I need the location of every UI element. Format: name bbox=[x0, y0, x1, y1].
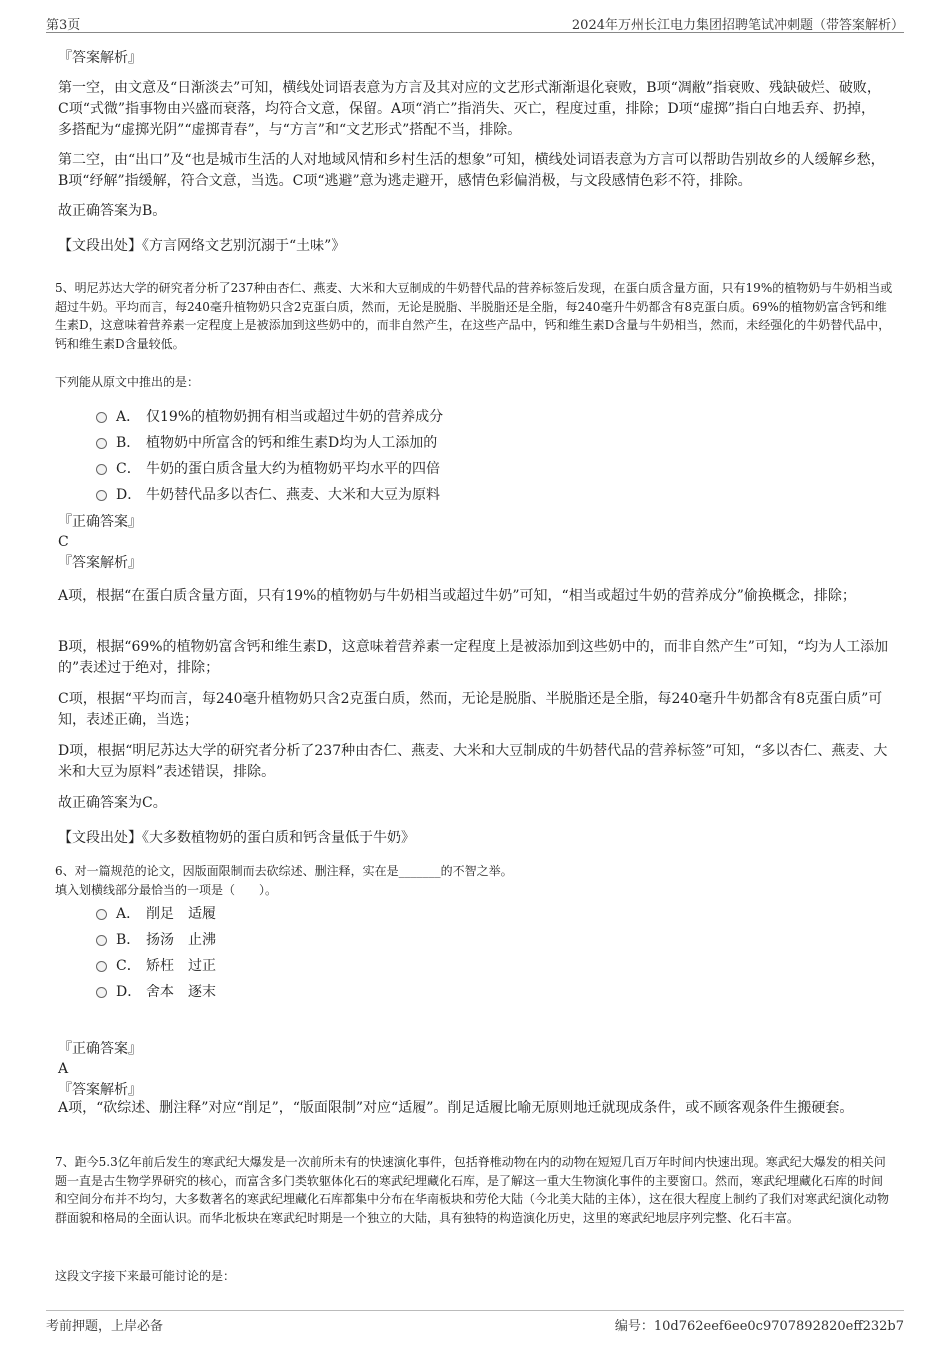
q6-option-b[interactable]: B． 扬汤 止沸 bbox=[96, 930, 216, 950]
q4-conclusion: 故正确答案为B。 bbox=[58, 203, 167, 219]
document-id: 编号：10d762eef6ee0c9707892820eff232b7 bbox=[614, 1319, 904, 1334]
q5-analysis-a: A项，根据“在蛋白质含量方面，只有19%的植物奶与牛奶相当或超过牛奶”可知，“相当或超过牛奶的营养成分”偷换概念，排除； bbox=[58, 588, 856, 604]
q5-source: 【文段出处】《大多数植物奶的蛋白质和钙含量低于牛奶》 bbox=[58, 830, 415, 846]
radio-icon[interactable] bbox=[96, 490, 107, 501]
radio-icon[interactable] bbox=[96, 412, 107, 423]
q5-answer: C bbox=[58, 534, 69, 550]
radio-icon[interactable] bbox=[96, 909, 107, 920]
q5-analysis-c: C项，根据“平均而言，每240毫升植物奶只含2克蛋白质，然而，无论是脱脂、半脱脂还是全脂，每240毫升牛奶都含有8克蛋白质”可知，表述正确，当选； bbox=[58, 691, 883, 728]
radio-icon[interactable] bbox=[96, 438, 107, 449]
q6-analysis: A项，“砍综述、删注释”对应“削足”，“版面限制”对应“适履”。削足适履比喻无原则地迁就现成条件，或不顾客观条件生搬硬套。 bbox=[58, 1100, 854, 1116]
q5-answer-label: 『正确答案』 bbox=[58, 514, 142, 530]
q6-answer: A bbox=[58, 1061, 69, 1077]
page-number: 第3页 bbox=[46, 18, 81, 33]
q5-analysis-label: 『答案解析』 bbox=[58, 555, 142, 571]
q6-option-a[interactable]: A． 削足 适履 bbox=[96, 904, 216, 924]
page-header bbox=[46, 12, 904, 33]
q5-option-c[interactable]: C． 牛奶的蛋白质含量大约为植物奶平均水平的四倍 bbox=[96, 459, 440, 479]
q6-option-c[interactable]: C． 矫枉 过正 bbox=[96, 956, 216, 976]
q5-analysis-b: B项，根据“69%的植物奶富含钙和维生素D，这意味着营养素一定程度上是被添加到这些奶中的，而非自然产生”可知，“均为人工添加的”表述过于绝对，排除； bbox=[58, 639, 889, 676]
q4-analysis-p2: 第二空，由“出口”及“也是城市生活的人对地域风情和乡村生活的想象”可知，横线处词语表意为方言可以帮助告别故乡的人缓解乡愁，B项“纾解”指缓解，符合文意，当选。C项“逃避”意为逃走避开，感情色彩偏消极，与文段感情色彩不符，排除。 bbox=[58, 152, 885, 189]
radio-icon[interactable] bbox=[96, 935, 107, 946]
page-footer bbox=[46, 1310, 904, 1334]
q5-option-b[interactable]: B． 植物奶中所富含的钙和维生素D均为人工添加的 bbox=[96, 433, 437, 453]
radio-icon[interactable] bbox=[96, 961, 107, 972]
q6-option-d[interactable]: D． 舍本 逐末 bbox=[96, 982, 216, 1002]
q5-conclusion: 故正确答案为C。 bbox=[58, 795, 167, 811]
q5-option-a[interactable]: A． 仅19%的植物奶拥有相当或超过牛奶的营养成分 bbox=[96, 407, 443, 427]
q6-analysis-label: 『答案解析』 bbox=[58, 1082, 142, 1098]
q4-analysis-label: 『答案解析』 bbox=[58, 50, 142, 66]
q5-option-d[interactable]: D． 牛奶替代品多以杏仁、燕麦、大米和大豆为原料 bbox=[96, 485, 440, 505]
q6-stem: 6、对一篇规范的论文，因版面限制而去砍综述、删注释，实在是_______的不智之举。 bbox=[55, 864, 513, 878]
document-title: 2024年万州长江电力集团招聘笔试冲刺题（带答案解析） bbox=[571, 18, 904, 33]
q6-question: 填入划横线部分最恰当的一项是（ ）。 bbox=[55, 883, 278, 897]
footer-slogan: 考前押题，上岸必备 bbox=[46, 1319, 164, 1334]
q4-analysis-p1: 第一空，由文意及“日渐淡去”可知，横线处词语表意为方言及其对应的文艺形式渐渐退化衰败，B项“凋敝”指衰败、残缺破烂、破败，C项“式微”指事物由兴盛而衰落，均符合文意，保留。A项“消亡”指消失、灭亡，程度过重，排除；D项“虚掷”指白白地丢弃、扔掉，多搭配为“虚掷光阴”“虚掷青春”，与“方言”和“文艺形式”搭配不当，排除。 bbox=[58, 80, 881, 138]
q5-analysis-d: D项，根据“明尼苏达大学的研究者分析了237种由杏仁、燕麦、大米和大豆制成的牛奶替代品的营养标签”可知，“多以杏仁、燕麦、大米和大豆为原料”表述错误，排除。 bbox=[58, 743, 888, 780]
q7-stem: 7、距今5.3亿年前后发生的寒武纪大爆发是一次前所未有的快速演化事件，包括脊椎动物在内的动物在短短几百万年时间内快速出现。寒武纪大爆发的相关问题一直是古生物学界研究的核心，而富含多门类软躯体化石的寒武纪埋藏化石库，是了解这一重大生物演化事件的主要窗口。然而，寒武纪埋藏化石库的时间和空间分布并不均匀，大多数著名的寒武纪埋藏化石库都集中分布在华南板块和劳伦大陆（今北美大陆的主体），这在很大程度上制约了我们对寒武纪演化动物群面貌和格局的全面认识。而华北板块在寒武纪时期是一个独立的大陆，具有独特的构造演化历史，这里的寒武纪地层序列完整、化石丰富。 bbox=[55, 1155, 890, 1225]
q4-source: 【文段出处】《方言网络文艺别沉溺于“土味”》 bbox=[58, 238, 346, 254]
radio-icon[interactable] bbox=[96, 464, 107, 475]
q5-question: 下列能从原文中推出的是： bbox=[55, 375, 200, 389]
q7-question: 这段文字接下来最可能讨论的是： bbox=[55, 1269, 236, 1283]
radio-icon[interactable] bbox=[96, 987, 107, 998]
q5-stem: 5、明尼苏达大学的研究者分析了237种由杏仁、燕麦、大米和大豆制成的牛奶替代品的营养标签后发现，在蛋白质含量方面，只有19%的植物奶与牛奶相当或超过牛奶。平均而言，每240毫升植物奶只含2克蛋白质，然而，无论是脱脂、半脱脂还是全脂，每240毫升牛奶都含有8克蛋白质。69%的植物奶富含钙和维生素D，这意味着营养素一定程度上是被添加到这些奶中的，而非自然产生，在这些产品中，钙和维生素D含量与牛奶相当，然而，未经强化的牛奶替代品中，钙和维生素D含量较低。 bbox=[55, 281, 893, 351]
q6-answer-label: 『正确答案』 bbox=[58, 1041, 142, 1057]
